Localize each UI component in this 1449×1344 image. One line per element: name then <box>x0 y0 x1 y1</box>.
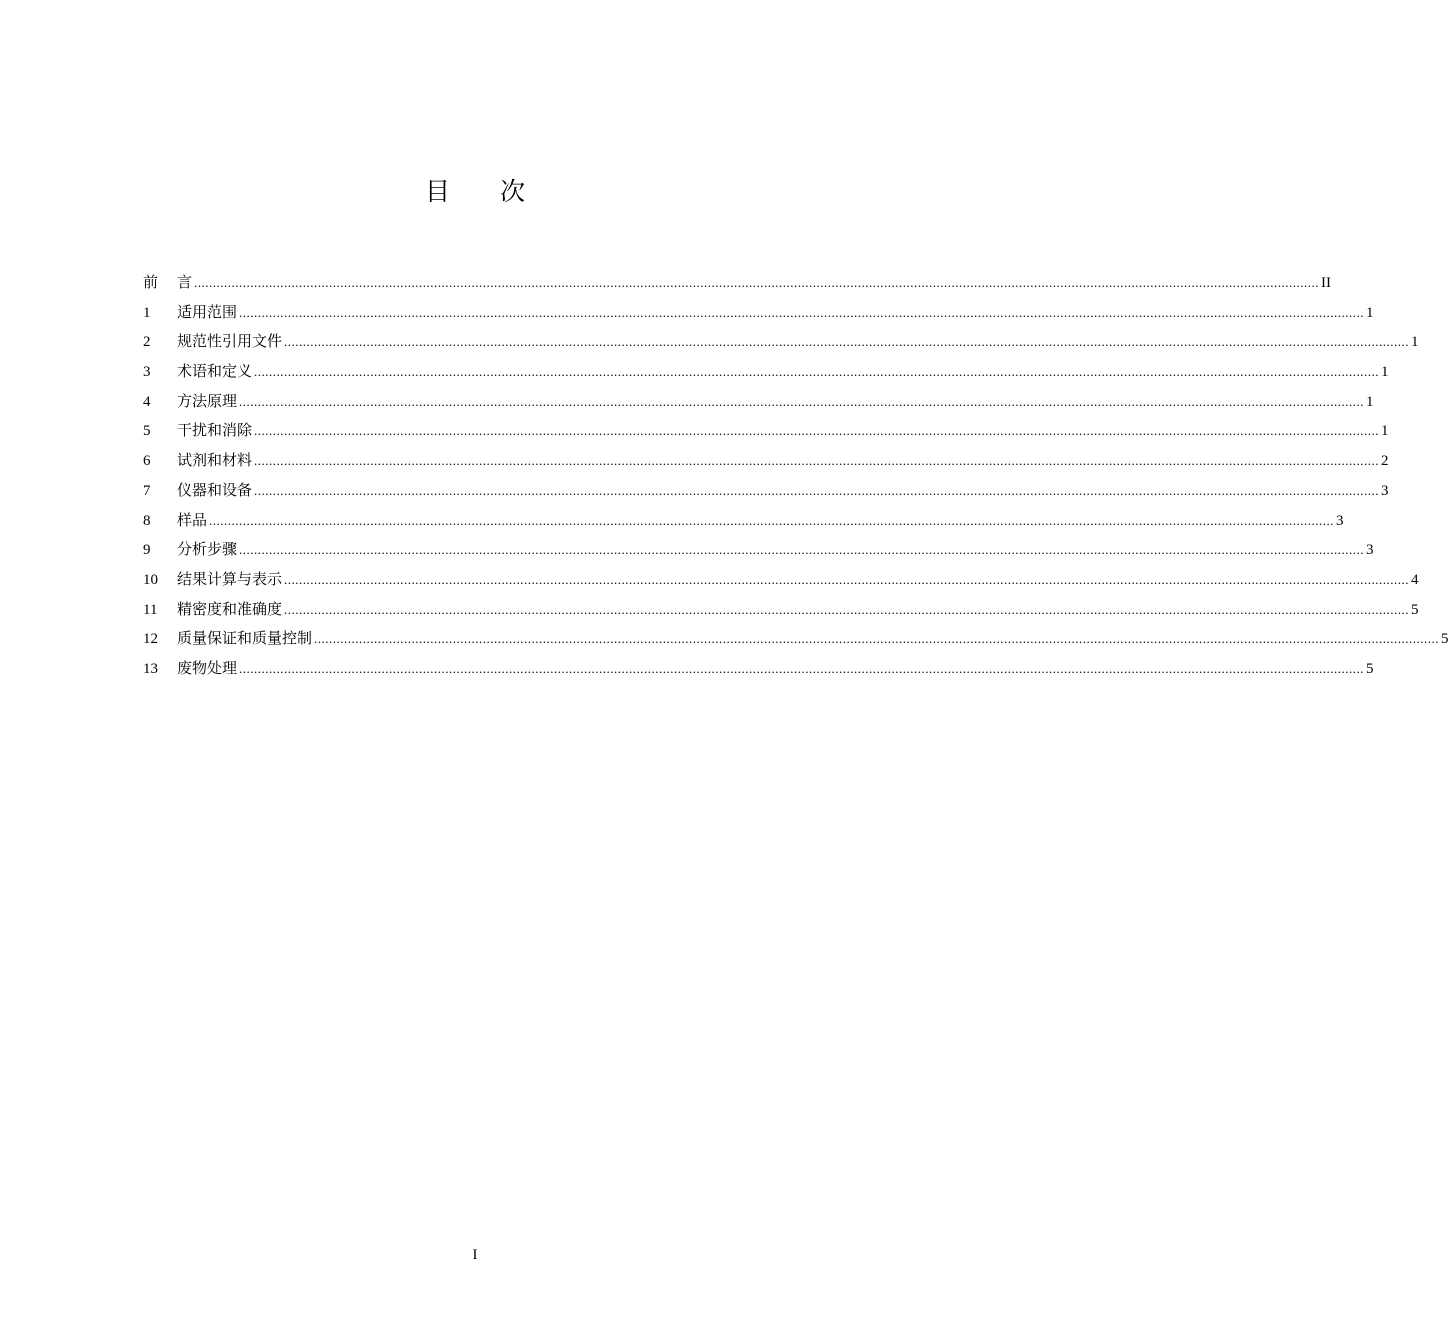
toc-entry-number: 9 <box>143 542 151 559</box>
toc-entry-number: 2 <box>143 334 151 351</box>
toc-title-char-1: 目 <box>424 177 450 206</box>
toc-entry[interactable] <box>143 565 1419 595</box>
toc-leader-dots: ............................................................................................................................................................................................................................................................................................................ <box>194 275 1320 290</box>
toc-entry-label: 方法原理 <box>177 391 238 410</box>
toc-entry[interactable] <box>143 595 1419 625</box>
toc-page-number: 1 <box>1366 393 1374 410</box>
toc-entry-label: 适用范围 <box>177 302 238 321</box>
toc-entry-number: 5 <box>143 423 151 440</box>
toc-entry-label: 废物处理 <box>177 658 238 677</box>
page-number: I <box>472 1247 478 1263</box>
toc-foreword-label: 前 言 <box>143 273 193 291</box>
toc-entry-label: 规范性引用文件 <box>177 332 283 351</box>
toc-entry-number: 7 <box>143 482 151 499</box>
toc-page-number: 3 <box>1336 512 1344 529</box>
toc-entry[interactable] <box>143 387 1374 417</box>
toc-leader-dots: ............................................................................................................................................................................................................................................................................................................ <box>209 512 1335 528</box>
toc-entry[interactable] <box>143 654 1374 684</box>
toc-entry[interactable] <box>143 624 1449 654</box>
toc-leader-dots: ............................................................................................................................................................................................................................................................................................................ <box>239 542 1365 558</box>
toc-entry-label: 质量保证和质量控制 <box>177 629 313 648</box>
toc-leader-dots: ............................................................................................................................................................................................................................................................................................................ <box>284 571 1410 587</box>
toc-page-number: 4 <box>1411 571 1419 588</box>
toc-leader-dots: ............................................................................................................................................................................................................................................................................................................ <box>284 601 1410 617</box>
toc-page-number: 5 <box>1366 660 1374 677</box>
toc-page-number: 5 <box>1411 601 1419 618</box>
toc-page-number: 1 <box>1381 423 1389 440</box>
toc-entry-number: 10 <box>143 571 158 588</box>
toc-entry-number: 12 <box>143 631 158 648</box>
toc-entry[interactable] <box>143 416 1389 446</box>
toc-entry-label: 分析步骤 <box>177 540 238 559</box>
toc-entry-number: 3 <box>143 364 151 381</box>
toc-title-char-2: 次 <box>500 177 526 206</box>
toc-entry-number: 13 <box>143 660 158 677</box>
toc-entry-label: 术语和定义 <box>177 362 253 381</box>
toc-entry[interactable] <box>143 357 1389 387</box>
toc-leader-dots: ............................................................................................................................................................................................................................................................................................................ <box>254 364 1380 380</box>
toc-page-number: 1 <box>1411 334 1419 351</box>
toc-entry[interactable] <box>143 476 1389 506</box>
table-of-contents <box>143 268 1449 684</box>
toc-page-number: 2 <box>1381 453 1389 470</box>
toc-leader-dots: ............................................................................................................................................................................................................................................................................................................ <box>254 482 1380 498</box>
toc-leader-dots: ............................................................................................................................................................................................................................................................................................................ <box>254 423 1380 439</box>
toc-entry-foreword[interactable] <box>143 268 1332 298</box>
toc-title <box>0 172 950 208</box>
toc-page-number: II <box>1321 275 1332 291</box>
toc-entry-number: 11 <box>143 601 158 618</box>
toc-entry-label: 精密度和准确度 <box>177 599 283 618</box>
toc-entry-number: 1 <box>143 304 151 321</box>
toc-leader-dots: ............................................................................................................................................................................................................................................................................................................ <box>314 631 1440 647</box>
toc-entry-label: 干扰和消除 <box>177 421 253 440</box>
toc-entry-number: 4 <box>143 393 151 410</box>
toc-page-number: 1 <box>1366 304 1374 321</box>
toc-leader-dots: ............................................................................................................................................................................................................................................................................................................ <box>239 304 1365 320</box>
toc-entry[interactable] <box>143 298 1374 328</box>
toc-entry[interactable] <box>143 535 1374 565</box>
toc-page-number: 3 <box>1381 482 1389 499</box>
toc-entry[interactable] <box>143 446 1389 476</box>
toc-entry-label: 试剂和材料 <box>177 451 253 470</box>
toc-entry-number: 6 <box>143 453 151 470</box>
toc-page-number: 3 <box>1366 542 1374 559</box>
toc-leader-dots: ............................................................................................................................................................................................................................................................................................................ <box>239 393 1365 409</box>
toc-entry[interactable] <box>143 327 1419 357</box>
toc-leader-dots: ............................................................................................................................................................................................................................................................................................................ <box>239 660 1365 676</box>
toc-entry-label: 结果计算与表示 <box>177 569 283 588</box>
toc-entry-label: 仪器和设备 <box>177 480 253 499</box>
toc-leader-dots: ............................................................................................................................................................................................................................................................................................................ <box>284 334 1410 350</box>
toc-page-number: 5 <box>1441 631 1449 648</box>
toc-entry[interactable] <box>143 506 1344 536</box>
toc-leader-dots: ............................................................................................................................................................................................................................................................................................................ <box>254 453 1380 469</box>
toc-entry-label: 样品 <box>177 510 208 529</box>
toc-page-number: 1 <box>1381 364 1389 381</box>
toc-entry-number: 8 <box>143 512 151 529</box>
